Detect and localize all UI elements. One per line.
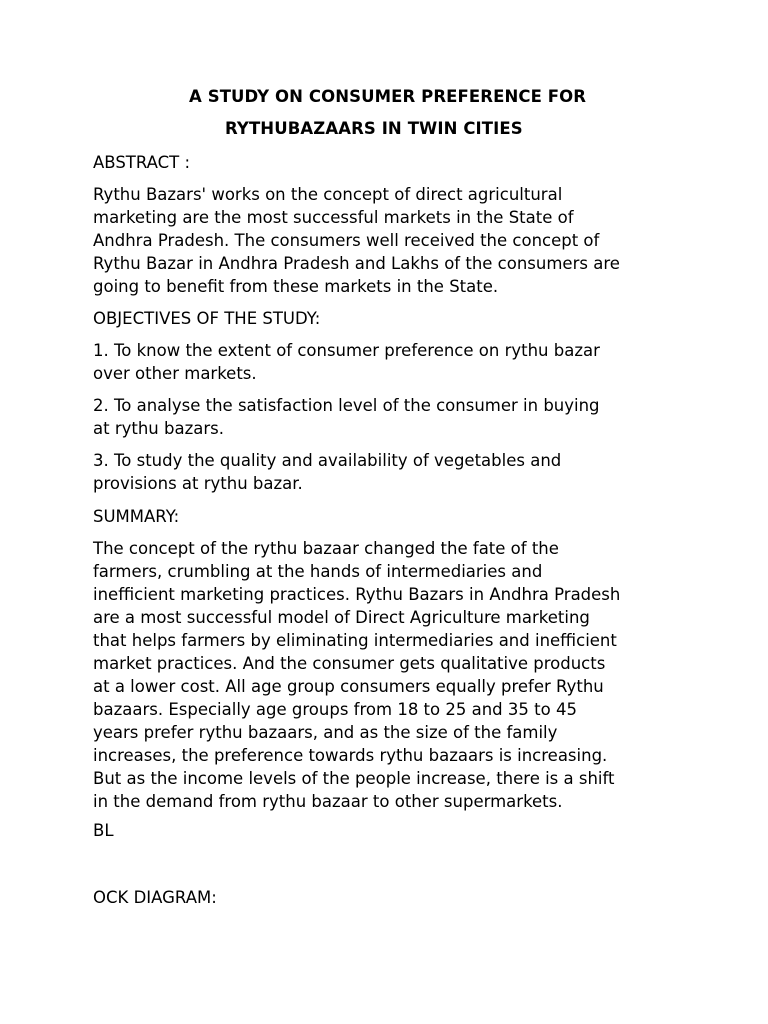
document-title-line-2: RYTHUBAZAARS IN TWIN CITIES	[225, 119, 523, 138]
abstract-line: Andhra Pradesh. The consumers well received the concept of	[93, 231, 600, 250]
summary-line: are a most successful model of Direct Agriculture marketing	[93, 608, 590, 627]
summary-heading: SUMMARY:	[93, 507, 180, 526]
objective-line: provisions at rythu bazar.	[93, 474, 303, 493]
objective-item-1	[93, 339, 683, 385]
objective-line: 1. To know the extent of consumer preference on rythu bazar	[93, 341, 600, 360]
objective-item-2	[93, 394, 683, 440]
objective-line: over other markets.	[93, 364, 257, 383]
document-title-line-1: A STUDY ON CONSUMER PREFERENCE FOR	[189, 87, 587, 106]
summary-line: that helps farmers by eliminating intermediaries and inefficient	[93, 631, 617, 650]
objective-item-3	[93, 449, 683, 495]
text-fragment-ock-diagram: OCK DIAGRAM:	[93, 888, 217, 907]
objective-line: 3. To study the quality and availability of vegetables and	[93, 451, 562, 470]
summary-line: at a lower cost. All age group consumers equally prefer Rythu	[93, 677, 604, 696]
summary-line: in the demand from rythu bazaar to other supermarkets.	[93, 792, 563, 811]
abstract-line: Rythu Bazar in Andhra Pradesh and Lakhs of the consumers are	[93, 254, 620, 273]
abstract-line: Rythu Bazars' works on the concept of direct agricultural	[93, 185, 563, 204]
abstract-heading: ABSTRACT :	[93, 153, 191, 172]
abstract-line: going to benefit from these markets in the State.	[93, 277, 499, 296]
summary-line: inefficient marketing practices. Rythu Bazars in Andhra Pradesh	[93, 585, 621, 604]
summary-line: The concept of the rythu bazaar changed the fate of the	[93, 539, 559, 558]
summary-line: increases, the preference towards rythu bazaars is increasing.	[93, 746, 608, 765]
abstract-line: marketing are the most successful markets in the State of	[93, 208, 574, 227]
objectives-heading: OBJECTIVES OF THE STUDY:	[93, 309, 321, 328]
summary-line: bazaars. Especially age groups from 18 to 25 and 35 to 45	[93, 700, 577, 719]
text-fragment-bl: BL	[93, 821, 114, 840]
summary-line: market practices. And the consumer gets qualitative products	[93, 654, 606, 673]
summary-paragraph	[93, 537, 683, 813]
objective-line: 2. To analyse the satisfaction level of the consumer in buying	[93, 396, 600, 415]
abstract-paragraph	[93, 183, 683, 298]
objective-line: at rythu bazars.	[93, 419, 224, 438]
summary-line: years prefer rythu bazaars, and as the size of the family	[93, 723, 558, 742]
summary-line: farmers, crumbling at the hands of intermediaries and	[93, 562, 543, 581]
summary-line: But as the income levels of the people increase, there is a shift	[93, 769, 615, 788]
